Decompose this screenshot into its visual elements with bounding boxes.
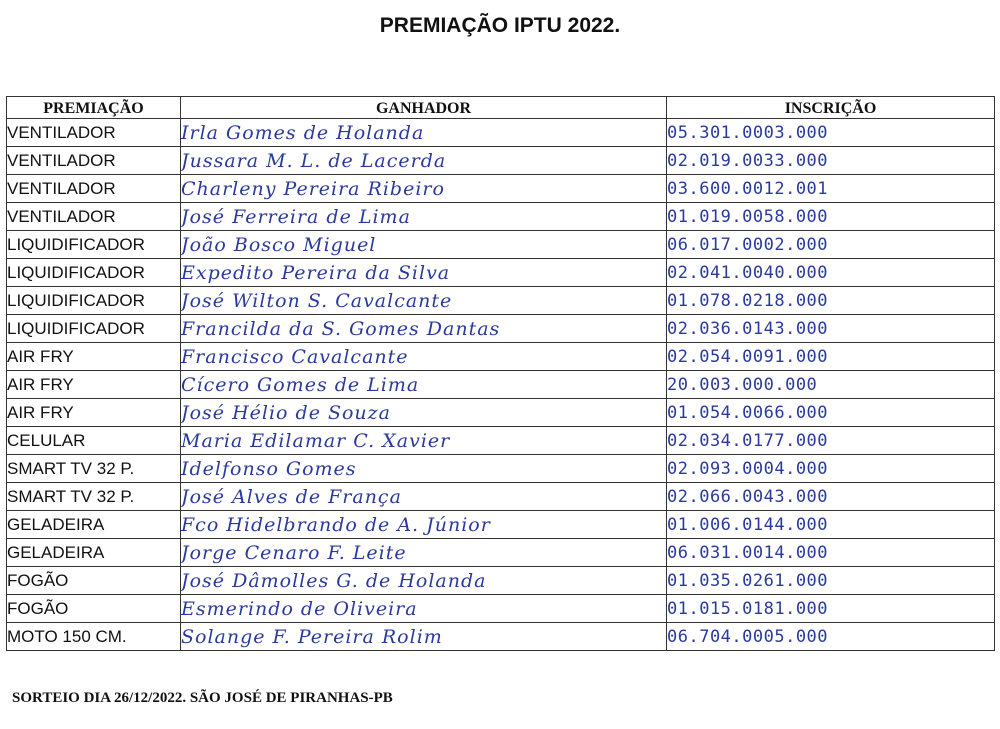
prize-cell: GELADEIRA	[7, 539, 181, 567]
header-inscricao: INSCRIÇÃO	[667, 97, 995, 119]
prize-cell: FOGÃO	[7, 595, 181, 623]
prize-cell: VENTILADOR	[7, 119, 181, 147]
table-row	[7, 539, 995, 567]
inscription-cell: 02.036.0143.000	[667, 315, 995, 343]
winner-cell: Francisco Cavalcante	[181, 343, 667, 371]
table-row	[7, 231, 995, 259]
winner-cell: José Wilton S. Cavalcante	[181, 287, 667, 315]
prize-table	[6, 96, 995, 651]
winner-cell: Jussara M. L. de Lacerda	[181, 147, 667, 175]
table-row	[7, 483, 995, 511]
table-row	[7, 567, 995, 595]
inscription-cell: 06.017.0002.000	[667, 231, 995, 259]
inscription-cell: 02.066.0043.000	[667, 483, 995, 511]
prize-cell: SMART TV 32 P.	[7, 483, 181, 511]
prize-cell: LIQUIDIFICADOR	[7, 231, 181, 259]
prize-cell: VENTILADOR	[7, 203, 181, 231]
draw-date-footer: SORTEIO DIA 26/12/2022. SÃO JOSÉ DE PIRANHAS-PB	[12, 690, 393, 706]
table-row	[7, 315, 995, 343]
table-row	[7, 623, 995, 651]
winner-cell: Maria Edilamar C. Xavier	[181, 427, 667, 455]
header-premiacao: PREMIAÇÃO	[7, 97, 181, 119]
inscription-cell: 05.301.0003.000	[667, 119, 995, 147]
prize-cell: AIR FRY	[7, 371, 181, 399]
winner-cell: Charleny Pereira Ribeiro	[181, 175, 667, 203]
inscription-cell: 02.054.0091.000	[667, 343, 995, 371]
prize-cell: LIQUIDIFICADOR	[7, 315, 181, 343]
winner-cell: José Hélio de Souza	[181, 399, 667, 427]
table-row	[7, 175, 995, 203]
table-row	[7, 455, 995, 483]
inscription-cell: 02.019.0033.000	[667, 147, 995, 175]
winner-cell: Esmerindo de Oliveira	[181, 595, 667, 623]
winner-cell: José Alves de França	[181, 483, 667, 511]
table-row	[7, 287, 995, 315]
table-row	[7, 371, 995, 399]
winner-cell: Francilda da S. Gomes Dantas	[181, 315, 667, 343]
inscription-cell: 01.006.0144.000	[667, 511, 995, 539]
table-row	[7, 427, 995, 455]
prize-cell: LIQUIDIFICADOR	[7, 259, 181, 287]
inscription-cell: 02.093.0004.000	[667, 455, 995, 483]
inscription-cell: 01.078.0218.000	[667, 287, 995, 315]
table-header-row	[7, 97, 995, 119]
prize-cell: AIR FRY	[7, 399, 181, 427]
winner-cell: Idelfonso Gomes	[181, 455, 667, 483]
inscription-cell: 01.054.0066.000	[667, 399, 995, 427]
prize-cell: MOTO 150 CM.	[7, 623, 181, 651]
winner-cell: Expedito Pereira da Silva	[181, 259, 667, 287]
table-row	[7, 119, 995, 147]
winner-cell: Jorge Cenaro F. Leite	[181, 539, 667, 567]
page-title: PREMIAÇÃO IPTU 2022.	[379, 14, 621, 37]
winner-cell: Solange F. Pereira Rolim	[181, 623, 667, 651]
winner-cell: João Bosco Miguel	[181, 231, 667, 259]
table-row	[7, 147, 995, 175]
prize-cell: FOGÃO	[7, 567, 181, 595]
inscription-cell: 01.035.0261.000	[667, 567, 995, 595]
winner-cell: José Ferreira de Lima	[181, 203, 667, 231]
inscription-cell: 20.003.000.000	[667, 371, 995, 399]
inscription-cell: 01.015.0181.000	[667, 595, 995, 623]
table-row	[7, 203, 995, 231]
prize-cell: GELADEIRA	[7, 511, 181, 539]
prize-cell: SMART TV 32 P.	[7, 455, 181, 483]
inscription-cell: 01.019.0058.000	[667, 203, 995, 231]
inscription-cell: 03.600.0012.001	[667, 175, 995, 203]
table-row	[7, 259, 995, 287]
prize-cell: LIQUIDIFICADOR	[7, 287, 181, 315]
prize-cell: VENTILADOR	[7, 147, 181, 175]
prize-cell: CELULAR	[7, 427, 181, 455]
prize-cell: VENTILADOR	[7, 175, 181, 203]
table-row	[7, 511, 995, 539]
table-row	[7, 595, 995, 623]
inscription-cell: 02.041.0040.000	[667, 259, 995, 287]
inscription-cell: 06.704.0005.000	[667, 623, 995, 651]
winner-cell: Fco Hidelbrando de A. Júnior	[181, 511, 667, 539]
table-row	[7, 343, 995, 371]
inscription-cell: 06.031.0014.000	[667, 539, 995, 567]
prize-cell: AIR FRY	[7, 343, 181, 371]
winner-cell: José Dâmolles G. de Holanda	[181, 567, 667, 595]
winner-cell: Irla Gomes de Holanda	[181, 119, 667, 147]
winner-cell: Cícero Gomes de Lima	[181, 371, 667, 399]
table-row	[7, 399, 995, 427]
header-ganhador: GANHADOR	[181, 97, 667, 119]
inscription-cell: 02.034.0177.000	[667, 427, 995, 455]
